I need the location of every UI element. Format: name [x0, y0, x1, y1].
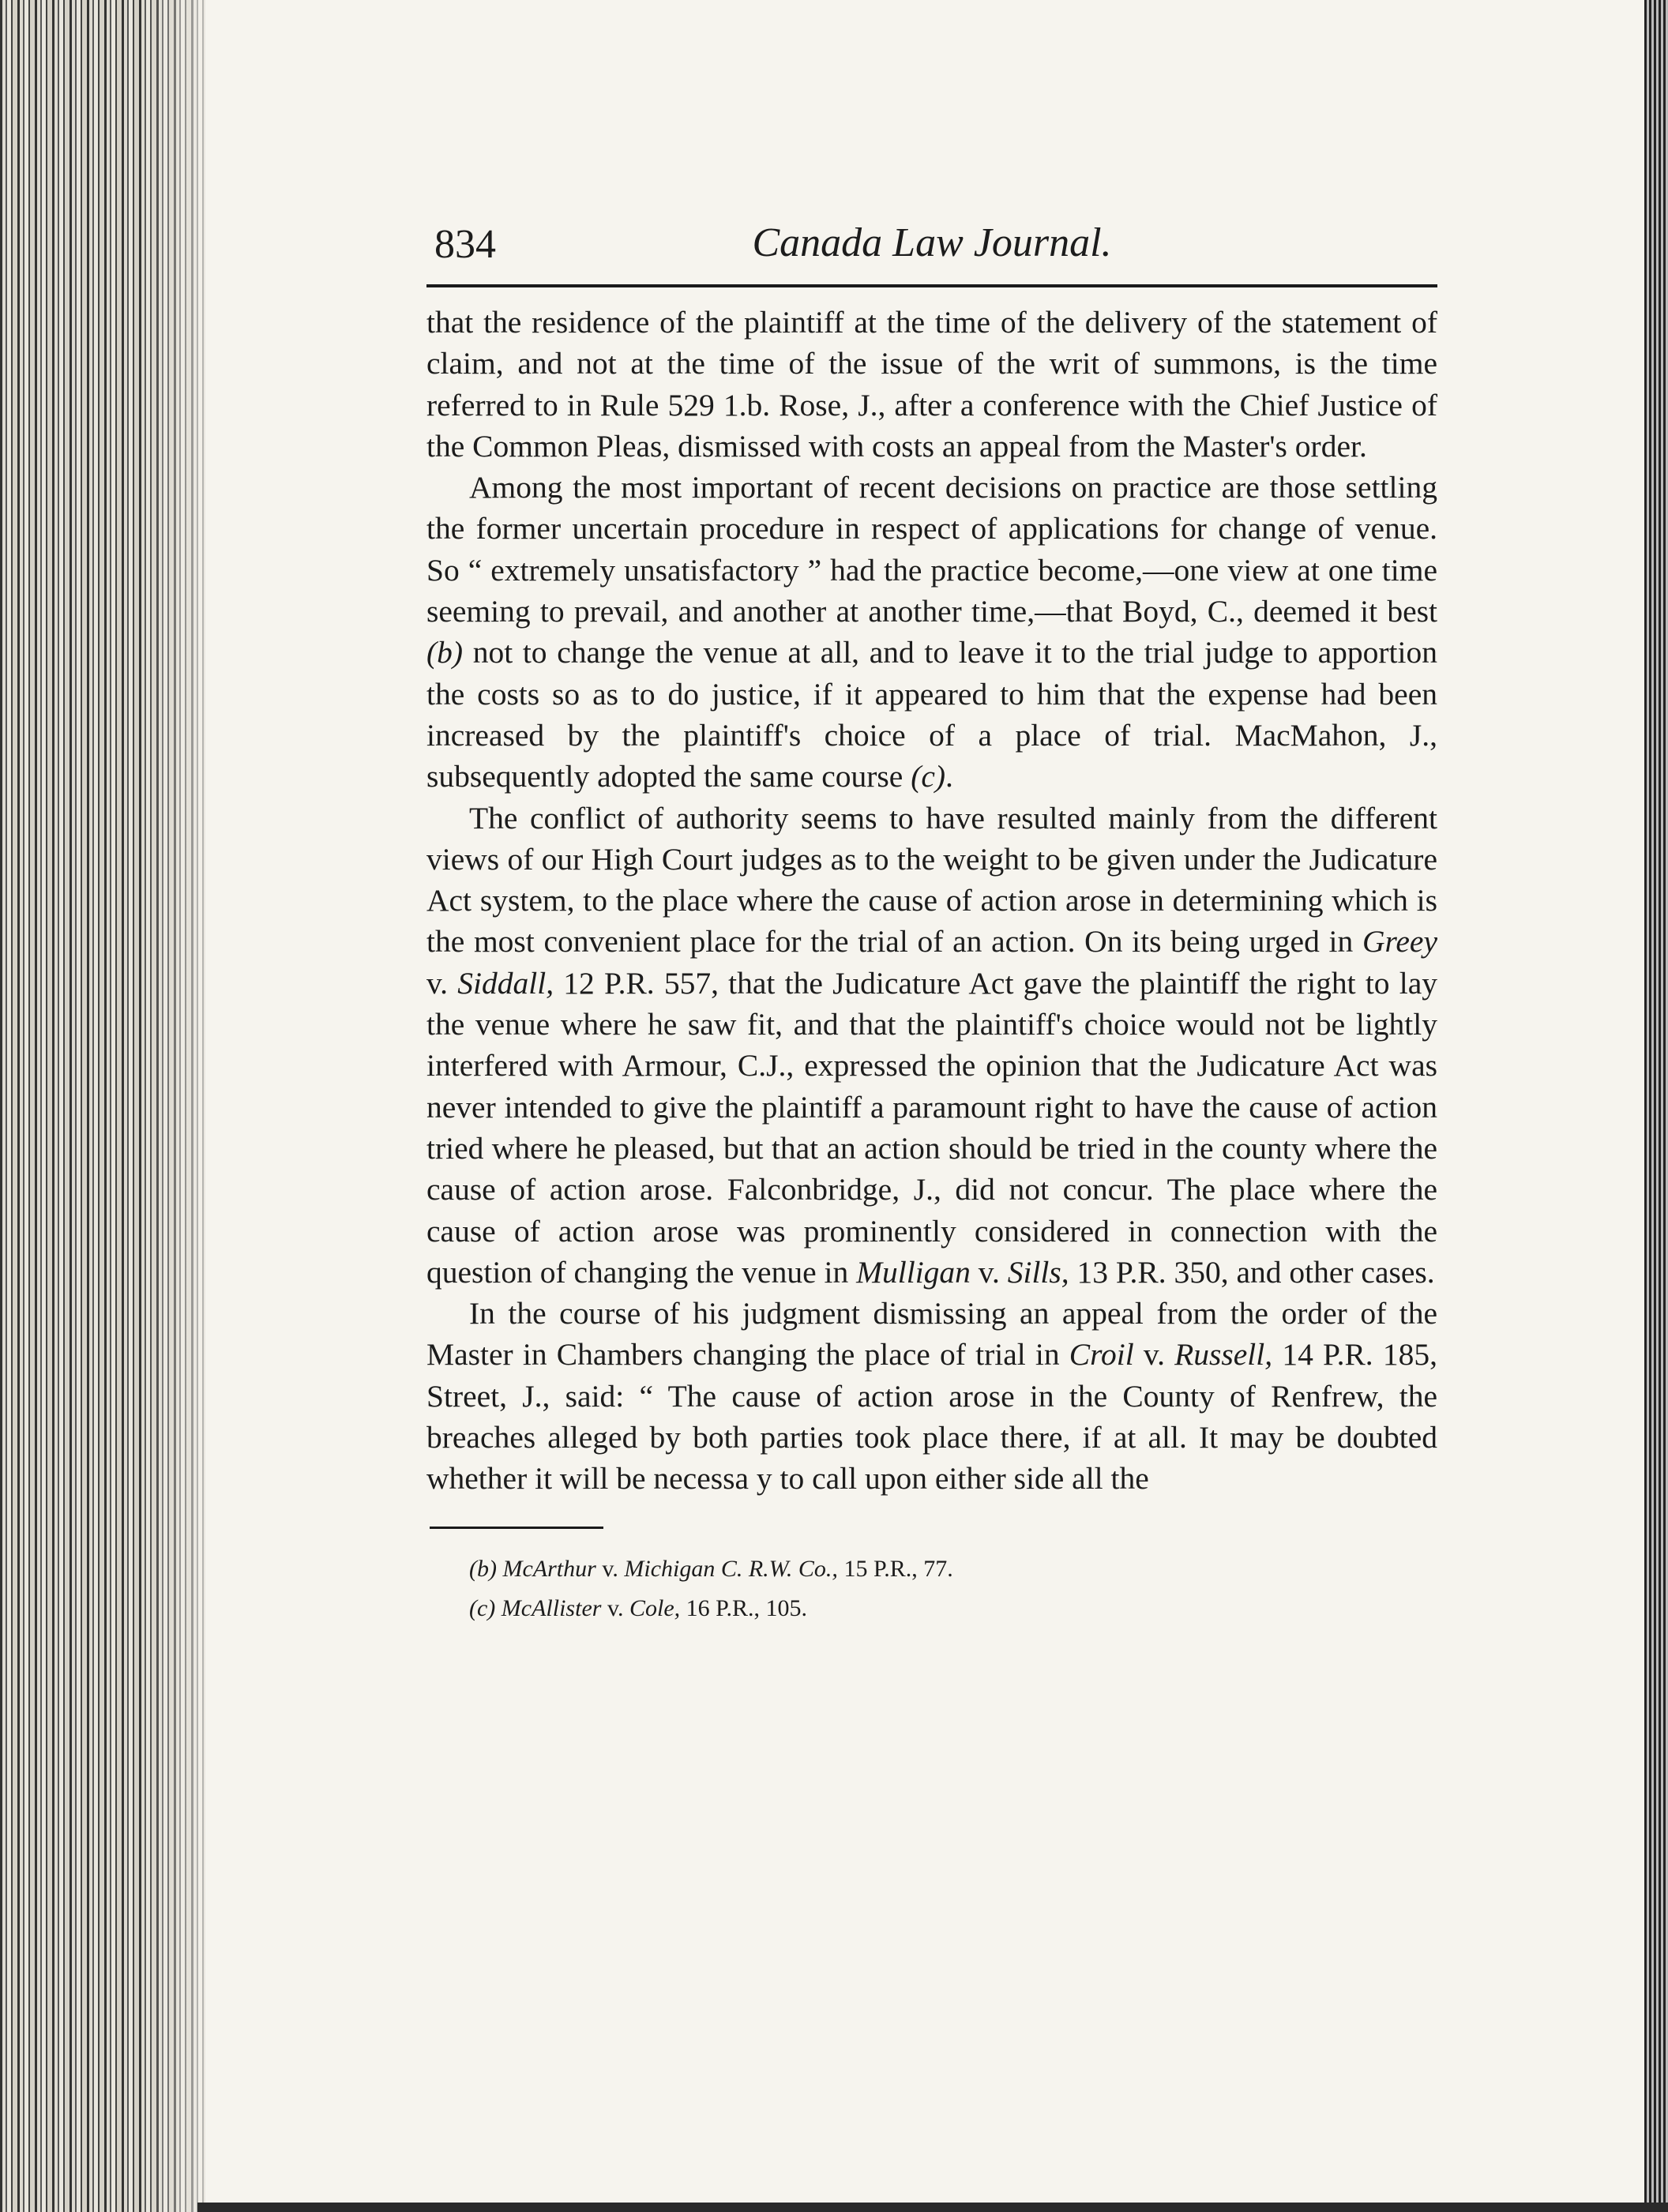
footnote-case-name: Cole,: [629, 1594, 681, 1621]
case-name-russell: Russell,: [1174, 1337, 1273, 1373]
paragraph-3-part-c: 13 P.R. 350, and other cases.: [1069, 1254, 1435, 1290]
paragraph-2-part-a: Among the most important of recent decisions on practice are those settling the former uncertain procedure in respect of applications for change of venue. So “ extremely unsatisfactory ” had the practice become,—one view at one time seeming to prevail, and another at another time,—that Boyd, C., deemed it best: [426, 470, 1437, 629]
footnote-ref-c: (c): [911, 759, 946, 794]
paragraph-2-part-c: .: [945, 759, 953, 794]
paragraph-2-part-b: not to change the venue at all, and to leave it to the trial judge to apportion the costs so as to do justice, if it appeared to him that the expense had been increased by the plaintiff's choice of a place of trial. MacMahon, J., subsequently adopted the same course: [426, 635, 1437, 794]
paragraph-1: that the residence of the plaintiff at the time of the delivery of the statement of claim, and not at the time of the issue of the writ of summons, is the time referred to in Rule 529 1.b. Rose, J., after a conference with the Chief Justice of the Common Pleas, dismissed with costs an appeal from the Master's order.: [426, 305, 1437, 464]
footnote-case-name: McArthur: [502, 1555, 596, 1582]
body-text: [426, 302, 1437, 1500]
footnote-ref-b: (b): [426, 635, 464, 670]
versus: v.: [426, 965, 458, 1001]
case-name-greey: Greey: [1362, 924, 1437, 960]
versus: v.: [595, 1555, 625, 1582]
paragraph-2: [426, 467, 1437, 797]
footnote-divider: [430, 1527, 603, 1529]
page-number: 834: [434, 222, 496, 267]
paragraph-4-part-a: In the course of his judgment dismissing an appeal from the order of the Master in Chambers changing the place of trial in: [426, 1296, 1437, 1373]
footnote-b: [469, 1549, 1437, 1589]
footnote-mark: (c): [469, 1594, 496, 1621]
case-name-mulligan: Mulligan: [856, 1254, 971, 1290]
journal-page: [426, 213, 1437, 1628]
footnote-mark: (b): [469, 1555, 497, 1582]
footnote-case-name: McAllister: [501, 1594, 602, 1621]
paragraph-3-part-b: 12 P.R. 557, that the Judicature Act gave the plaintiff the right to lay the venue where he saw fit, and that the plaintiff's choice would not be lightly interfered with Armour, C.J., expressed the opinion that the Judicature Act was never intended to give the plaintiff a paramount right to have the cause of action tried where he pleased, but that an action should be tried in the county where the cause of action arose. Falconbridge, J., did not concur. The place where the cause of action arose was prominently considered in connection with the question of changing the venue in: [426, 965, 1438, 1290]
versus: v.: [970, 1254, 1008, 1290]
case-name-sills: Sills,: [1007, 1254, 1069, 1290]
running-title: Canada Law Journal.: [752, 220, 1112, 265]
versus: v.: [1133, 1337, 1175, 1373]
footnote-case-name: Michigan C. R.W. Co.,: [624, 1555, 838, 1582]
versus: v.: [601, 1594, 629, 1621]
page-header: [426, 213, 1437, 287]
page-edge-bottom: [197, 2203, 1668, 2212]
footnote-c: [469, 1589, 1437, 1628]
footnotes: [469, 1549, 1437, 1628]
paragraph-4-part-b: 14 P.R. 185, Street, J., said: “ The cause of action arose in the County of Renfrew, the breaches alleged by both parties took place there, if at all. It may be doubted whether it will be necessa y to call upon either side all the: [426, 1337, 1437, 1497]
gutter-shadow: [142, 0, 237, 2212]
case-name-croil: Croil: [1069, 1337, 1134, 1373]
footnote-citation: 16 P.R., 105.: [680, 1594, 808, 1621]
paragraph-3-part-a: The conflict of authority seems to have resulted mainly from the different views of our High Court judges as to the weight to be given under the Judicature Act system, to the place where the cause of action arose in determining which is the most convenient place for the trial of an action. On its being urged in: [426, 800, 1437, 960]
page-edge-right: [1644, 0, 1668, 2212]
case-name-siddall: Siddall,: [457, 965, 554, 1001]
paragraph-4: [426, 1293, 1437, 1499]
paragraph-3: [426, 798, 1437, 1294]
footnote-citation: 15 P.R., 77.: [837, 1555, 953, 1582]
